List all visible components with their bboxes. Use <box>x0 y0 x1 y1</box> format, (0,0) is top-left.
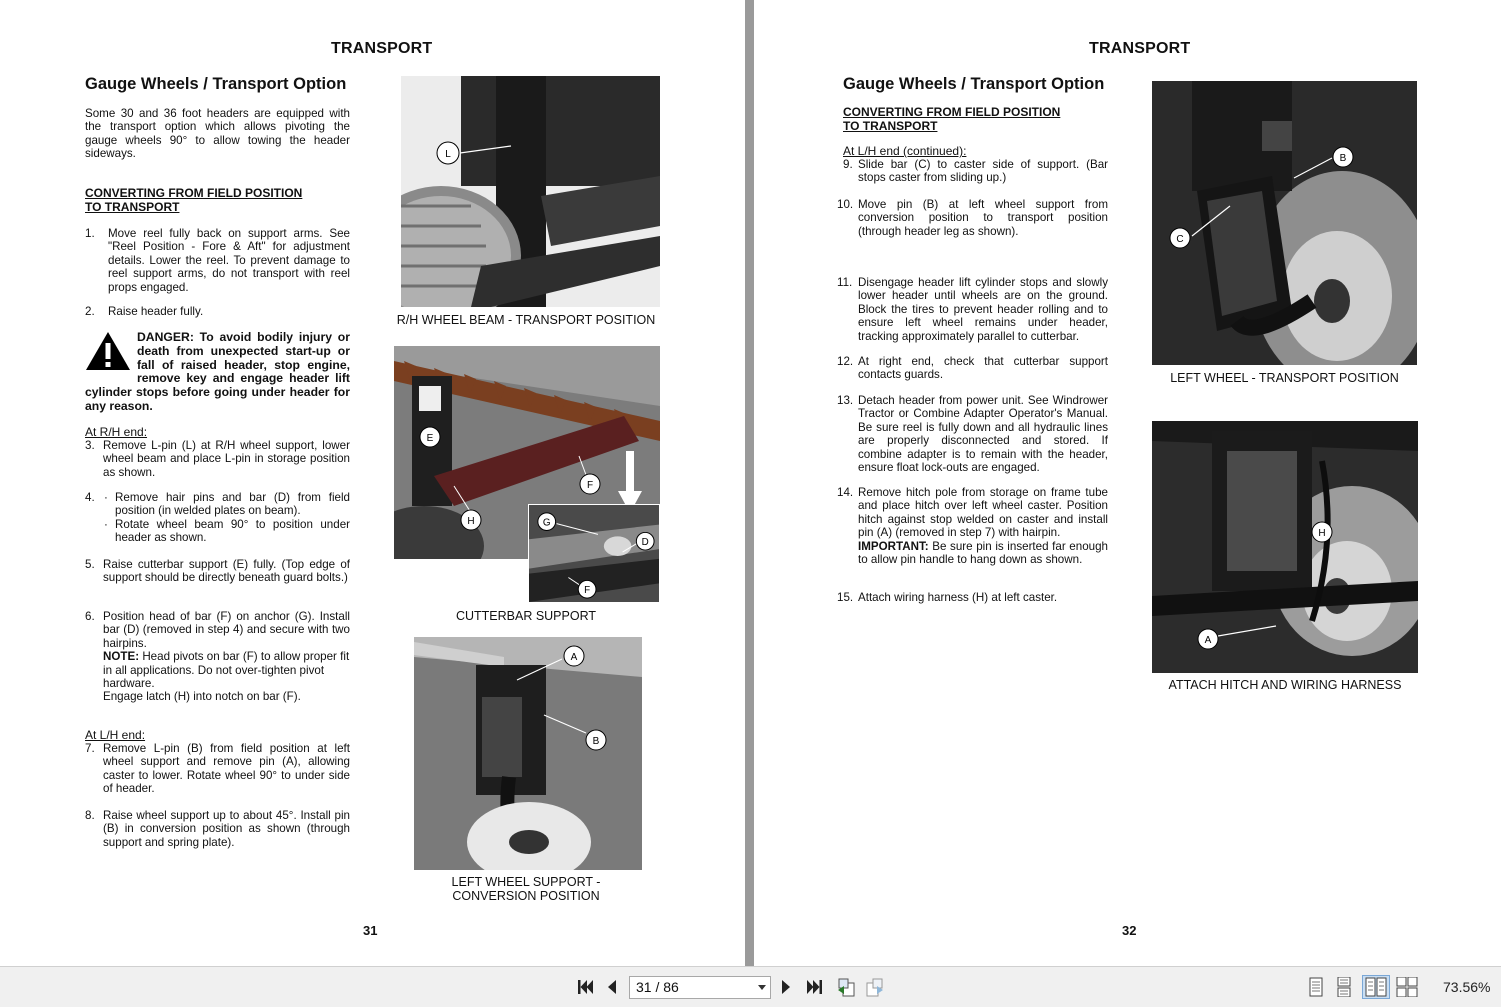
caption-line-1: LEFT WHEEL SUPPORT - <box>451 875 601 889</box>
page-number: 31 <box>363 923 378 938</box>
two-page-continuous-icon[interactable] <box>1396 975 1418 999</box>
step-15 <box>837 591 1108 604</box>
page-31 <box>0 0 745 966</box>
chevron-down-icon <box>758 985 766 990</box>
step-3 <box>85 439 350 479</box>
step-number: 1. <box>85 227 95 240</box>
callout-label-a: A <box>1204 635 1212 646</box>
page-number: 32 <box>1122 923 1137 938</box>
section-title: Gauge Wheels / Transport Option <box>85 75 347 93</box>
page-header: TRANSPORT <box>1089 40 1191 57</box>
step-4 <box>85 491 350 545</box>
caption-left-wheel-transport: LEFT WHEEL - TRANSPORT POSITION <box>1170 371 1399 385</box>
viewer-toolbar <box>0 966 1501 1007</box>
step-6 <box>85 610 350 704</box>
converting-heading-line1: CONVERTING FROM FIELD POSITION <box>843 105 1061 119</box>
callout-label-c: C <box>1176 234 1184 245</box>
go-back-icon[interactable] <box>835 975 857 999</box>
danger-text: DANGER: To avoid bodily injury or death from unexpected start-up or fall of raised header, stop engine, remove key and engage header lift cylinder stops before going under header for any reason. <box>85 330 350 413</box>
go-forward-icon[interactable] <box>864 975 886 999</box>
step-text: Detach header from power unit. See Windrower Tractor or Combine Adapter Operator's Manual. Be sure reel is fully down and all hydraulic lines are properly disconnected and stored. If combine adapter is to remain with the header, ensure float lock-outs are engaged. <box>858 394 1108 475</box>
step-text: Move reel fully back on support arms. See "Reel Position - Fore & Aft" for adjustment details. Lower the reel. To prevent damage to reel support arms, do not transport with reel props engaged. <box>108 227 350 294</box>
step-number: 7. <box>85 742 95 755</box>
step-8 <box>85 809 350 849</box>
step-bullet-2: Rotate wheel beam 90° to position under header as shown. <box>115 517 350 545</box>
step-text: Remove L-pin (L) at R/H wheel support, lower wheel beam and place L-pin in storage position as shown. <box>103 439 350 479</box>
continuous-page-icon[interactable] <box>1334 975 1354 999</box>
warning-triangle-icon <box>85 331 131 371</box>
prev-page-icon[interactable] <box>603 975 621 999</box>
callout-label-h: H <box>467 516 475 527</box>
callout-label-h: H <box>1318 528 1326 539</box>
callout-label-a: A <box>570 652 578 663</box>
caption-rh-wheel-beam: R/H WHEEL BEAM - TRANSPORT POSITION <box>396 313 656 327</box>
photo-cutterbar-inset <box>528 504 660 603</box>
step-number: 11. <box>837 276 853 289</box>
single-page-icon[interactable] <box>1306 975 1326 999</box>
zoom-level[interactable]: 73.56% <box>1443 979 1491 995</box>
lh-end-heading: At L/H end: <box>85 728 146 742</box>
callout-label-g: G <box>542 517 551 529</box>
callout-label-b: B <box>1339 153 1347 164</box>
important-label: IMPORTANT: <box>858 539 929 553</box>
step-number: 8. <box>85 809 95 822</box>
caption-left-wheel-support <box>400 875 652 903</box>
step-text: Position head of bar (F) on anchor (G). Install bar (D) (removed in step 4) and secure with two hairpins. <box>103 610 350 650</box>
converting-heading-line1: CONVERTING FROM FIELD POSITION <box>85 186 303 200</box>
last-page-icon[interactable] <box>804 975 826 999</box>
caption-cutterbar-support: CUTTERBAR SUPPORT <box>455 609 597 623</box>
photo-left-wheel-transport <box>1152 81 1417 365</box>
step-2 <box>85 305 350 318</box>
step-number: 2. <box>85 305 95 318</box>
step-text: Raise wheel support up to about 45°. Install pin (B) in conversion position as shown (through support and spring plate). <box>103 809 350 849</box>
callout-label-e: E <box>426 433 434 444</box>
callout-label-d: D <box>641 537 649 549</box>
callout-label-b: B <box>592 736 600 747</box>
section-title: Gauge Wheels / Transport Option <box>843 75 1105 93</box>
photo-rh-wheel-beam <box>401 76 660 307</box>
step-number: 12. <box>837 355 854 368</box>
photo-left-wheel-support <box>414 637 642 870</box>
step-text: Raise header fully. <box>108 305 204 318</box>
note-label: NOTE: <box>103 650 140 664</box>
step-number: 3. <box>85 439 95 452</box>
next-page-icon[interactable] <box>777 975 795 999</box>
step-number: 4. <box>85 491 95 504</box>
two-page-icon[interactable] <box>1362 975 1390 999</box>
callout-label-f2: F <box>584 585 591 597</box>
engage-text: Engage latch (H) into notch on bar (F). <box>103 690 301 704</box>
first-page-icon[interactable] <box>574 975 596 999</box>
page-number-select[interactable] <box>629 976 771 999</box>
step-text: Remove hitch pole from storage on frame tube and place hitch over left wheel caster. Position hitch against stop welded on caster and install pin (A) (removed in step 7) with hairpin. <box>858 486 1108 540</box>
step-1 <box>85 227 350 294</box>
lh-end-continued-heading: At L/H end (continued): <box>843 144 967 158</box>
caption-line-2: CONVERSION POSITION <box>452 889 600 903</box>
important-text: Be sure pin is inserted far enough to allow pin handle to hang down as shown. <box>858 539 1108 567</box>
caption-attach-hitch: ATTACH HITCH AND WIRING HARNESS <box>1168 678 1402 692</box>
step-14 <box>837 486 1108 566</box>
step-number: 15. <box>837 591 854 604</box>
callout-label-f: F <box>586 480 594 491</box>
step-9 <box>843 158 1108 185</box>
step-text: At right end, check that cutterbar support contacts guards. <box>858 355 1108 382</box>
step-text: Move pin (B) at left wheel support from conversion position to transport position (through header leg as shown). <box>858 198 1108 238</box>
step-number: 14. <box>837 486 854 499</box>
bullet: · <box>104 518 108 531</box>
step-text: Raise cutterbar support (E) fully. (Top edge of support should be directly beneath guard bolts.) <box>103 558 350 585</box>
step-number: 9. <box>843 158 853 171</box>
note-text: Head pivots on bar (F) to allow proper fit in all applications. Do not over-tighten pivot hardware. <box>103 650 350 691</box>
page-header: TRANSPORT <box>331 40 433 57</box>
step-11 <box>837 276 1108 343</box>
converting-heading-line2: TO TRANSPORT <box>843 119 938 133</box>
step-5 <box>85 558 350 585</box>
page-32 <box>754 0 1501 966</box>
page-number-value: 31 / 86 <box>636 979 679 995</box>
step-text: Attach wiring harness (H) at left caster. <box>858 591 1058 604</box>
step-bullet-1: Remove hair pins and bar (D) from field position (in welded plates on beam). <box>115 491 350 518</box>
danger-notice <box>85 331 350 414</box>
callout-label-l: L <box>445 149 451 160</box>
photo-attach-hitch <box>1152 421 1418 673</box>
bullet: · <box>104 491 108 504</box>
rh-end-heading: At R/H end: <box>85 425 148 439</box>
step-10 <box>837 198 1108 238</box>
step-12 <box>837 355 1108 382</box>
converting-heading-line2: TO TRANSPORT <box>85 200 180 214</box>
step-text: Remove L-pin (B) from field position at left wheel support and remove pin (A), allowing caster to lower. Rotate wheel 90° to under side of header. <box>103 742 350 796</box>
step-text: Slide bar (C) to caster side of support. (Bar stops caster from sliding up.) <box>858 158 1108 185</box>
step-number: 6. <box>85 610 95 623</box>
step-13 <box>837 394 1108 474</box>
intro-paragraph: Some 30 and 36 foot headers are equipped with the transport option which allows pivoting the gauge wheels 90° to allow towing the header sideways. <box>85 107 350 161</box>
step-7 <box>85 742 350 796</box>
step-number: 10. <box>837 198 854 211</box>
step-text: Disengage header lift cylinder stops and slowly lower header until wheels are on the ground. Block the tires to prevent header rolling and to ensure left wheel remains under header, tracking approximately parallel to cutterbar. <box>858 276 1108 343</box>
step-number: 5. <box>85 558 95 571</box>
step-number: 13. <box>837 394 854 407</box>
